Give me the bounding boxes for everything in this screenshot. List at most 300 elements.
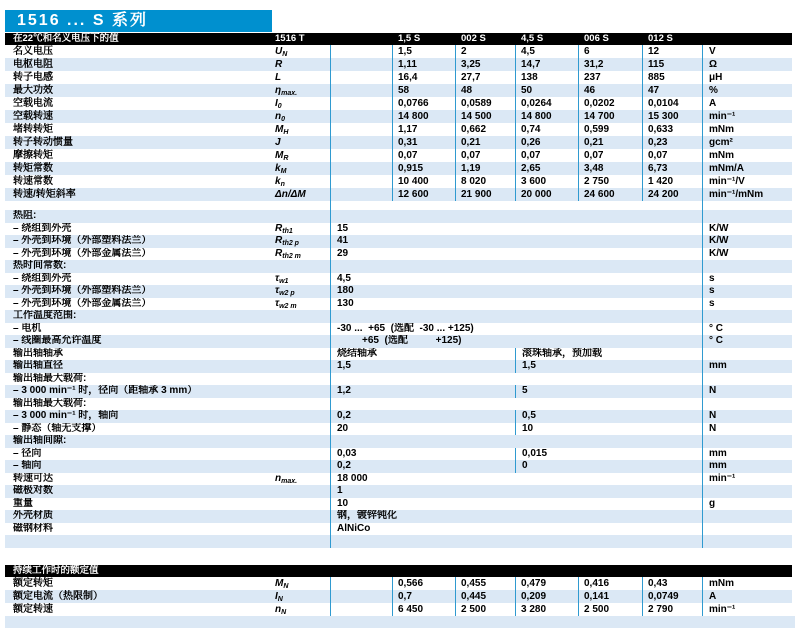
empty-cell [275,210,330,223]
value-cell: 24 600 [578,188,642,201]
value-cell: 48 [455,84,515,97]
row-label: 磁钢材料 [13,522,53,534]
symbol-subscript: th2 p [282,240,299,247]
electrical-spec-table [5,45,795,201]
value-cell: 115 [642,58,702,71]
value-cell-sleeve-bearing: 1,5 [330,360,515,373]
unit-cell: mNm/A [702,162,792,175]
row-label: 额定转矩 [13,577,53,589]
value-cell: -30 ... +65 (选配 -30 ... +125) [330,323,702,336]
symbol-main: U [275,46,283,57]
symbol-main: n [275,603,282,615]
value-cell: 钢，镀锌钝化 [330,510,702,523]
value-cell: 14 800 [392,110,455,123]
unit-cell: mm [702,448,792,461]
row-label: – 绕组到外壳 [13,272,72,284]
value-cell-sleeve-bearing: 烧结轴承 [330,348,515,361]
value-cell: 0,599 [578,123,642,136]
header-spacer [330,33,392,45]
symbol-main: I [275,98,278,109]
table-row [5,410,792,423]
symbol-cell [275,45,330,58]
symbol-cell [275,175,330,188]
table-row [5,223,792,236]
table-row [5,577,792,590]
value-cell: 0,0264 [515,97,578,110]
symbol-main: R [275,222,283,234]
row-label: 外壳材质 [13,510,53,521]
unit-cell: g [702,498,792,511]
value-cell: 0,07 [455,149,515,162]
symbol-main: M [275,124,284,135]
unit-cell: N [702,385,792,398]
empty-cell [702,201,792,210]
value-cell: 0,74 [515,123,578,136]
symbol-cell [275,410,330,423]
value-cell: 27,7 [455,71,515,84]
empty-cell [275,435,330,448]
value-cell: 1,17 [392,123,455,136]
table-row [5,123,792,136]
row-label: 磁极对数 [13,485,53,496]
value-cell: 29 [330,248,702,261]
row-label: 输出轴最大载荷: [13,397,87,409]
symbol-cell [275,136,330,149]
row-label: 工作温度范围: [13,310,77,321]
table-row [5,398,792,411]
table-row [5,348,792,361]
column-header-winding: 1,5 S [398,33,421,44]
value-cell: 24 200 [642,188,702,201]
symbol-subscript: 0 [281,116,286,123]
column-header-winding: 002 S [461,33,486,44]
value-cell: 0,21 [578,136,642,149]
row-label: 转子电感 [13,72,53,83]
empty-cell [330,577,392,590]
symbol-cell [275,149,330,162]
value-cell: 1,5 [392,45,455,58]
unit-cell: min⁻¹/V [702,175,792,188]
column-header-winding: 006 S [584,33,609,44]
row-label: – 线圈最高允许温度 [13,335,102,346]
unit-cell: mNm [702,577,792,590]
value-cell-ball-bearing: 1,5 [515,360,702,373]
table-row [5,423,792,436]
value-cell: 4,5 [330,273,702,286]
symbol-main: η [275,85,282,96]
unit-cell: mm [702,460,792,473]
mechanical-spec-table [5,210,795,548]
value-cell: 14 500 [455,110,515,123]
row-label: 转速/转矩斜率 [13,189,76,200]
value-cell: 3 280 [515,603,578,616]
empty-cell [330,260,702,273]
table-row [5,136,792,149]
symbol-cell [275,84,330,97]
symbol-subscript: th1 [282,227,293,235]
value-cell-sleeve-bearing: 0,2 [330,410,515,423]
symbol-main: τ [275,285,280,296]
value-cell: 14 800 [515,110,578,123]
value-cell: 0,445 [455,590,515,603]
row-label: 额定转速 [13,603,53,615]
value-cell: 0,455 [455,577,515,590]
empty-cell [5,201,275,210]
value-cell: 2,65 [515,162,578,175]
symbol-main: n [275,472,282,484]
symbol-main: J [275,137,281,148]
table-row [5,175,792,188]
value-cell: 6 [578,45,642,58]
row-label: 输出轴直径 [13,360,63,371]
value-cell: 46 [578,84,642,97]
symbol-main: R [275,59,283,70]
value-cell-ball-bearing: 5 [515,385,702,398]
value-cell: 58 [392,84,455,97]
value-cell-sleeve-bearing: 1,2 [330,385,515,398]
value-cell: 0,0589 [455,97,515,110]
table-row [5,97,792,110]
table-row [5,498,792,511]
value-cell: 0,31 [392,136,455,149]
symbol-main: L [275,72,282,83]
symbol-subscript: M [280,168,287,175]
row-label: – 外壳到环境（外部金属法兰） [13,247,152,259]
value-cell: 0,43 [642,577,702,590]
empty-cell [275,535,330,548]
unit-cell: V [702,45,792,58]
symbol-cell [275,523,330,536]
unit-cell: min⁻¹ [702,473,792,486]
value-cell: 138 [515,71,578,84]
table-row [5,473,792,486]
row-label: – 径向 [13,447,42,459]
row-label: 热阻: [13,210,37,221]
symbol-cell [275,71,330,84]
empty-cell [330,310,702,323]
value-cell: 0,7 [392,590,455,603]
symbol-main: τ [275,297,280,309]
value-cell: 15 [330,223,702,236]
symbol-subscript: n [280,181,285,188]
row-label: 转矩常数 [13,163,53,174]
row-label: 输出轴轴承 [13,347,63,359]
series-code: 1516 T [275,33,305,44]
unit-cell: A [702,590,792,603]
row-label [5,535,275,548]
value-cell: 12 600 [392,188,455,201]
symbol-cell [275,162,330,175]
empty-cell [330,535,702,548]
empty-cell [330,110,392,123]
symbol-main: R [275,247,283,259]
table-row [5,188,792,201]
table-row [5,260,792,273]
table-row [5,110,792,123]
value-cell: 0,141 [578,590,642,603]
row-label: – 3 000 min⁻¹ 时，轴向 [13,410,119,421]
unit-cell: s [702,298,792,311]
empty-cell [702,535,792,548]
value-cell: 0,209 [515,590,578,603]
value-cell: 15 300 [642,110,702,123]
unit-cell: min⁻¹ [702,110,792,123]
empty-cell [275,373,330,386]
empty-cell [702,310,792,323]
value-cell-ball-bearing: 滚珠轴承，预加载 [515,348,702,361]
value-cell-ball-bearing: 0,5 [515,410,702,423]
symbol-cell [275,448,330,461]
unit-cell: s [702,273,792,286]
value-cell: 18 000 [330,473,702,486]
symbol-subscript: 0 [277,103,282,110]
row-label: 最大功效 [13,85,53,96]
symbol-subscript: max. [281,90,298,97]
value-cell: 3,25 [455,58,515,71]
value-cell: 4,5 [515,45,578,58]
table-row [5,248,792,261]
row-label: – 外壳到环境（外部塑料法兰） [13,285,152,296]
symbol-cell [275,123,330,136]
section1-header-bar [5,33,792,45]
symbol-main: R [275,235,283,246]
unit-cell: N [702,410,792,423]
symbol-subscript: w2 p [279,290,295,297]
row-label: 输出轴最大载荷: [13,372,87,384]
value-cell: 31,2 [578,58,642,71]
empty-cell [275,260,330,273]
symbol-main: k [275,176,281,187]
value-cell-sleeve-bearing: 0,03 [330,448,515,461]
empty-cell [330,84,392,97]
unit-cell: ° C [702,335,792,348]
symbol-cell [275,285,330,298]
value-cell-ball-bearing: 0 [515,460,702,473]
row-label: – 轴向 [13,460,42,471]
empty-cell [702,435,792,448]
table-row [5,435,792,448]
value-cell: 0,416 [578,577,642,590]
value-cell: 0,915 [392,162,455,175]
row-label: 转子转动惯量 [13,137,73,148]
row-label: 堵转转矩 [13,124,53,135]
symbol-cell [275,58,330,71]
symbol-cell [275,385,330,398]
value-cell: 2 [455,45,515,58]
symbol-cell [275,110,330,123]
row-label: 额定电流（热限制） [13,590,103,602]
symbol-subscript: max. [281,477,298,485]
symbol-main: M [275,150,284,161]
unit-cell [702,348,792,361]
symbol-cell [275,235,330,248]
table-row [5,235,792,248]
value-cell: 0,0104 [642,97,702,110]
value-cell: 2 500 [578,603,642,616]
value-cell: 10 [330,498,702,511]
symbol-cell [275,590,330,603]
symbol-cell [275,248,330,261]
unit-cell: mNm [702,149,792,162]
symbol-cell [275,273,330,286]
row-label: – 3 000 min⁻¹ 时，径向（距轴承 3 mm） [13,385,198,396]
value-cell: 0,479 [515,577,578,590]
datasheet-page [0,10,795,630]
value-cell: 0,633 [642,123,702,136]
value-cell: 0,07 [642,149,702,162]
empty-cell [330,45,392,58]
empty-cell [330,136,392,149]
table-row [5,45,792,58]
value-cell: 8 020 [455,175,515,188]
empty-cell [330,58,392,71]
row-label: 热时间常数: [13,260,67,271]
row-label: – 电机 [13,322,42,334]
series-title: 1516 ... S 系列 [17,12,148,29]
table-row [5,149,792,162]
symbol-cell [275,348,330,361]
value-cell: 2 500 [455,603,515,616]
symbol-cell [275,360,330,373]
unit-cell: K/W [702,235,792,248]
empty-cell [702,398,792,411]
value-cell: 3,48 [578,162,642,175]
symbol-cell [275,298,330,311]
section3-header-bar [5,565,792,577]
unit-cell: mNm [702,123,792,136]
row-label: – 外壳到环境（外部塑料法兰） [13,235,152,246]
unit-cell: min⁻¹/mNm [702,188,792,201]
symbol-cell [275,473,330,486]
table-row [5,335,792,348]
section3-title: 持续工作时的额定值 [13,564,99,576]
empty-cell [330,590,392,603]
value-cell: 50 [515,84,578,97]
row-label: 转速常数 [13,176,53,187]
row-label: 空载电流 [13,98,53,109]
value-cell: 6 450 [392,603,455,616]
value-cell: 1 [330,485,702,498]
table-row [5,448,792,461]
value-cell: 16,4 [392,71,455,84]
symbol-cell [275,577,330,590]
empty-cell [330,149,392,162]
unit-cell [702,523,792,536]
table-row [5,323,792,336]
symbol-subscript: N [281,608,287,616]
symbol-cell [275,510,330,523]
value-cell: 885 [642,71,702,84]
symbol-subscript: w1 [279,277,289,285]
symbol-cell [275,603,330,616]
column-header-winding: 4,5 S [521,33,544,44]
value-cell: 0,26 [515,136,578,149]
empty-cell [702,373,792,386]
table-row [5,385,792,398]
empty-cell [330,435,702,448]
value-cell: 6,73 [642,162,702,175]
empty-cell [330,97,392,110]
value-cell: 1 420 [642,175,702,188]
value-cell: 0,07 [578,149,642,162]
symbol-main: τ [275,272,280,284]
unit-cell [702,510,792,523]
section-gap [5,548,795,565]
symbol-subscript: R [283,155,289,162]
value-cell: 0,0766 [392,97,455,110]
table-row [5,310,792,323]
symbol-cell [275,223,330,236]
empty-cell [330,71,392,84]
symbol-subscript: H [283,129,289,136]
value-cell: 0,662 [455,123,515,136]
value-cell: 237 [578,71,642,84]
unit-cell: ° C [702,323,792,336]
value-cell: 0,566 [392,577,455,590]
value-cell: +65 (选配 +125) [330,335,702,348]
empty-cell [330,373,702,386]
symbol-subscript: N [282,51,288,58]
table-row [5,84,792,97]
symbol-subscript: N [277,595,283,603]
table-row [5,210,792,223]
value-cell-sleeve-bearing: 20 [330,423,515,436]
row-label: 转速可达 [13,472,53,484]
symbol-cell [275,323,330,336]
value-cell: 0,0749 [642,590,702,603]
empty-cell [702,260,792,273]
empty-cell [275,398,330,411]
empty-cell [330,175,392,188]
empty-cell [275,310,330,323]
unit-cell: A [702,97,792,110]
value-cell: 0,0202 [578,97,642,110]
row-label: – 静态（轴无支撑） [13,422,102,434]
table-row [5,523,792,536]
symbol-cell [275,423,330,436]
value-cell: 1,11 [392,58,455,71]
unit-cell: % [702,84,792,97]
row-label: 名义电压 [13,46,53,57]
table-row [5,603,792,616]
table-row [5,360,792,373]
section-gap-row [5,201,792,210]
series-title-banner [5,10,272,32]
value-cell: 2 790 [642,603,702,616]
unit-cell: s [702,285,792,298]
table-row [5,373,792,386]
symbol-cell [275,498,330,511]
symbol-cell [275,485,330,498]
symbol-cell [275,460,330,473]
unit-cell [702,485,792,498]
table-row [5,535,792,548]
section1-title: 在22℃和名义电压下的值 [13,33,119,44]
empty-cell [330,210,702,223]
empty-cell [330,123,392,136]
row-label: 输出轴间隙: [13,435,67,446]
table-row [5,590,792,603]
unit-cell: K/W [702,223,792,236]
empty-cell [330,162,392,175]
unit-cell: gcm² [702,136,792,149]
table-row [5,162,792,175]
symbol-main: Δn/ΔM [275,189,306,200]
symbol-cell [275,188,330,201]
unit-cell: Ω [702,58,792,71]
symbol-main: k [275,163,281,174]
value-cell: 0,07 [515,149,578,162]
